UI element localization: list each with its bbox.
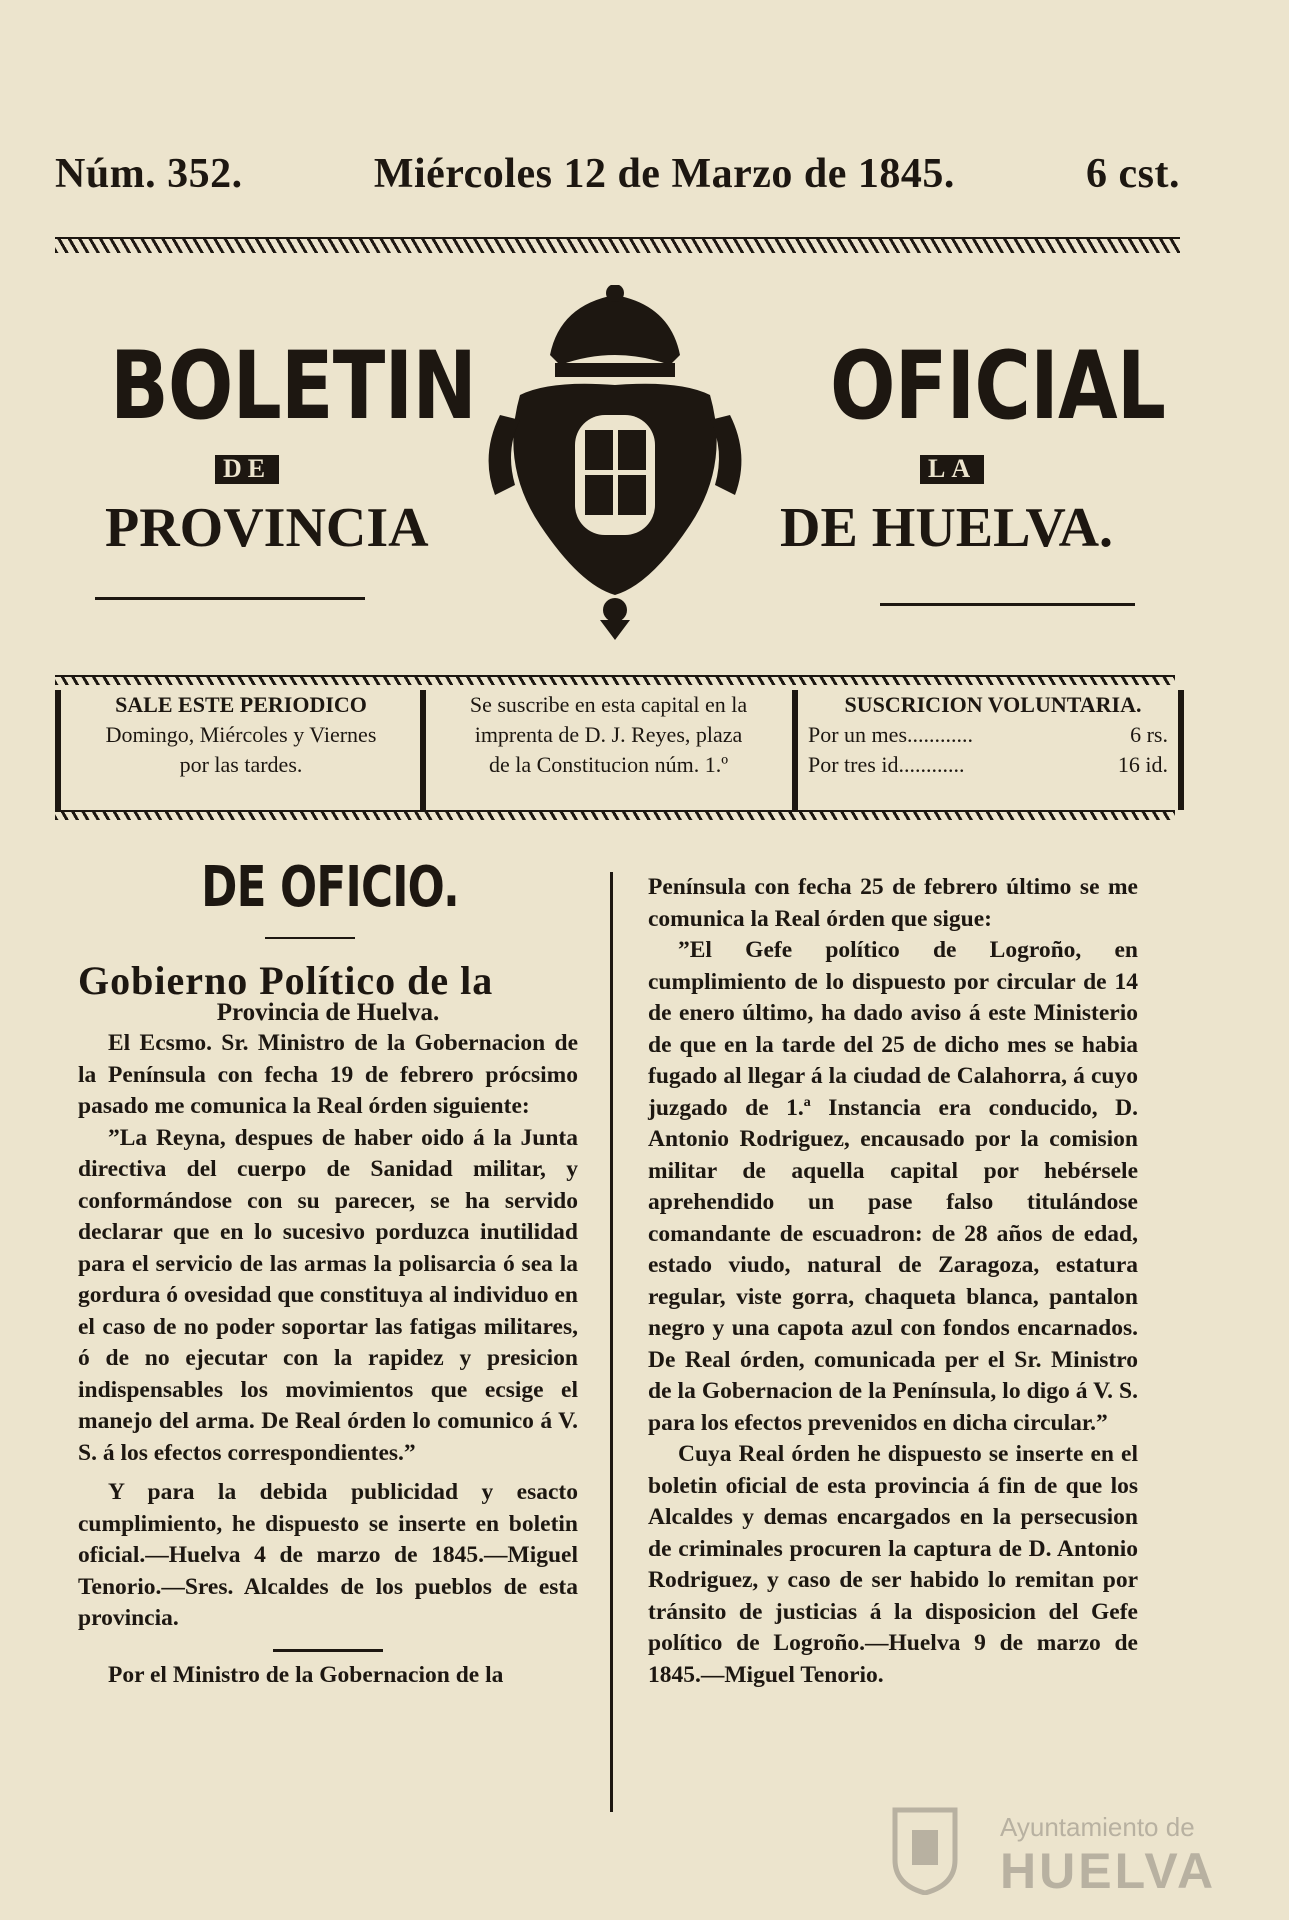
schedule-line-1: SALE ESTE PERIODICO — [115, 692, 367, 717]
left-divider — [273, 1649, 383, 1652]
right-column — [648, 872, 1138, 1691]
price-label-month: Por un mes............ — [808, 722, 973, 747]
watermark-line-1: Ayuntamiento de — [1000, 1812, 1195, 1842]
dateline — [55, 150, 1180, 210]
watermark-stamp — [890, 1800, 1220, 1900]
info-box-subscription-place — [420, 690, 791, 810]
place-line-2: imprenta de D. J. Reyes, plaza — [474, 722, 743, 747]
left-paragraph-4: Por el Ministro de la Gobernacion de la — [108, 1661, 504, 1688]
left-subheading: Provincia de Huelva. — [216, 998, 440, 1026]
huelva-shield-icon — [890, 1805, 960, 1895]
price-value-month: 6 rs. — [1130, 722, 1168, 747]
masthead-underline-right — [880, 603, 1135, 606]
schedule-line-2: Domingo, Miércoles y Viernes — [105, 722, 377, 747]
price-value-three: 16 id. — [1117, 752, 1168, 777]
price-row-three — [808, 750, 1178, 780]
schedule-line-3: por las tardes. — [179, 752, 303, 777]
prices-title: SUSCRICION VOLUNTARIA. — [844, 692, 1142, 717]
info-rule-bottom — [55, 810, 1175, 820]
price-label-three: Por tres id............ — [808, 752, 965, 777]
place-line-1: Se suscribe en esta capital en la — [469, 692, 748, 717]
place-line-3: de la Constitucion núm. 1.º — [488, 752, 729, 777]
masthead-underline-left — [95, 597, 365, 600]
left-paragraph-1: El Ecsmo. Sr. Ministro de la Gobernacion de la Península con fecha 19 de febrero prócsimo pasado me comunica la Real órden siguiente: — [78, 1030, 578, 1119]
masthead-sub-left: PROVINCIA — [105, 497, 429, 559]
info-rule-top — [55, 675, 1175, 685]
right-paragraph-2: ”El Gefe político de Logroño, en cumplimiento de lo dispuesto por circular de 14 de enero último, ha dado aviso á este Ministerio de que en la tarde del 25 de dicho mes se habia fugado al llegar á la ciudad de Calahorra, á cuyo juzgado de 1.ª Instancia era conducido, D. Antonio Rodriguez, encausado por la comision militar de aquella capital por hebérsele aprehendido un pase falso titulándose comandante de escuadron: de 28 años de edad, estado viudo, natural de Zaragoza, estatura regular, viste gorra, chaqueta blanca, pantalon negro y una capota azul con fondos encarnados. De Real órden, comunicada per el Sr. Ministro de la Gobernacion de la Península, lo digo á V. S. para los efectos prevenidos en dicha circular.” — [648, 937, 1138, 1436]
column-rule — [610, 872, 613, 1812]
section-title: DE OFICIO. — [201, 855, 459, 920]
left-heading: Gobierno Político de la — [78, 958, 494, 1003]
issue-price: 6 cst. — [1086, 151, 1180, 197]
left-paragraph-2: ”La Reyna, despues de haber oido á la Junta directiva del cuerpo de Sanidad militar, y conformándose con su parecer, se ha servido declarar que en lo sucesivo porduzca inutilidad para el servicio de las armas la polisarcia ó sea la gordura ó ovesidad que constituya al individuo en el caso de no poder soportar las fatigas militares, ó de no ejecutar con la rapidez y presicion indispensables los movimientos que ecsige el manejo del arma. De Real órden lo comunico á V. S. á los efectos correspondientes.” — [78, 1124, 578, 1466]
masthead-la: LA — [920, 455, 984, 484]
section-title-ornament — [265, 937, 355, 939]
watermark-line-2: HUELVA — [1000, 1843, 1217, 1899]
right-paragraph-1: Península con fecha 25 de febrero último se me comunica la Real órden que sigue: — [648, 874, 1138, 932]
info-box-prices — [792, 690, 1184, 810]
left-paragraph-3: Y para la debida publicidad y esacto cumplimiento, he dispuesto se inserte en boletin oficial.—Huelva 4 de marzo de 1845.—Miguel Tenorio.—Sres. Alcaldes de los pueblos de esta provincia. — [78, 1479, 578, 1631]
masthead-title-right: OFICIAL — [830, 332, 1166, 441]
info-box-schedule — [55, 690, 421, 810]
right-paragraph-3: Cuya Real órden he dispuesto se inserte en el boletin oficial de esta provincia á fin de que los Alcaldes y demas encargados en la persecusion de criminales procuren la captura de D. Antonio Rodriguez, y caso de ser habido lo remitan por tránsito de justicias á la disposicion del Gefe político de Logroño.—Huelva 9 de marzo de 1845.—Miguel Tenorio. — [648, 1441, 1138, 1688]
price-row-month — [808, 720, 1178, 750]
masthead-de: DE — [215, 455, 279, 484]
issue-number: Núm. 352. — [55, 151, 243, 197]
masthead-sub-right: DE HUELVA. — [780, 497, 1114, 559]
left-column — [78, 958, 578, 1691]
top-ornamental-rule — [55, 237, 1180, 253]
masthead-title-left: BOLETIN — [110, 332, 477, 441]
royal-crest-icon — [480, 285, 750, 640]
issue-date: Miércoles 12 de Marzo de 1845. — [373, 151, 955, 197]
